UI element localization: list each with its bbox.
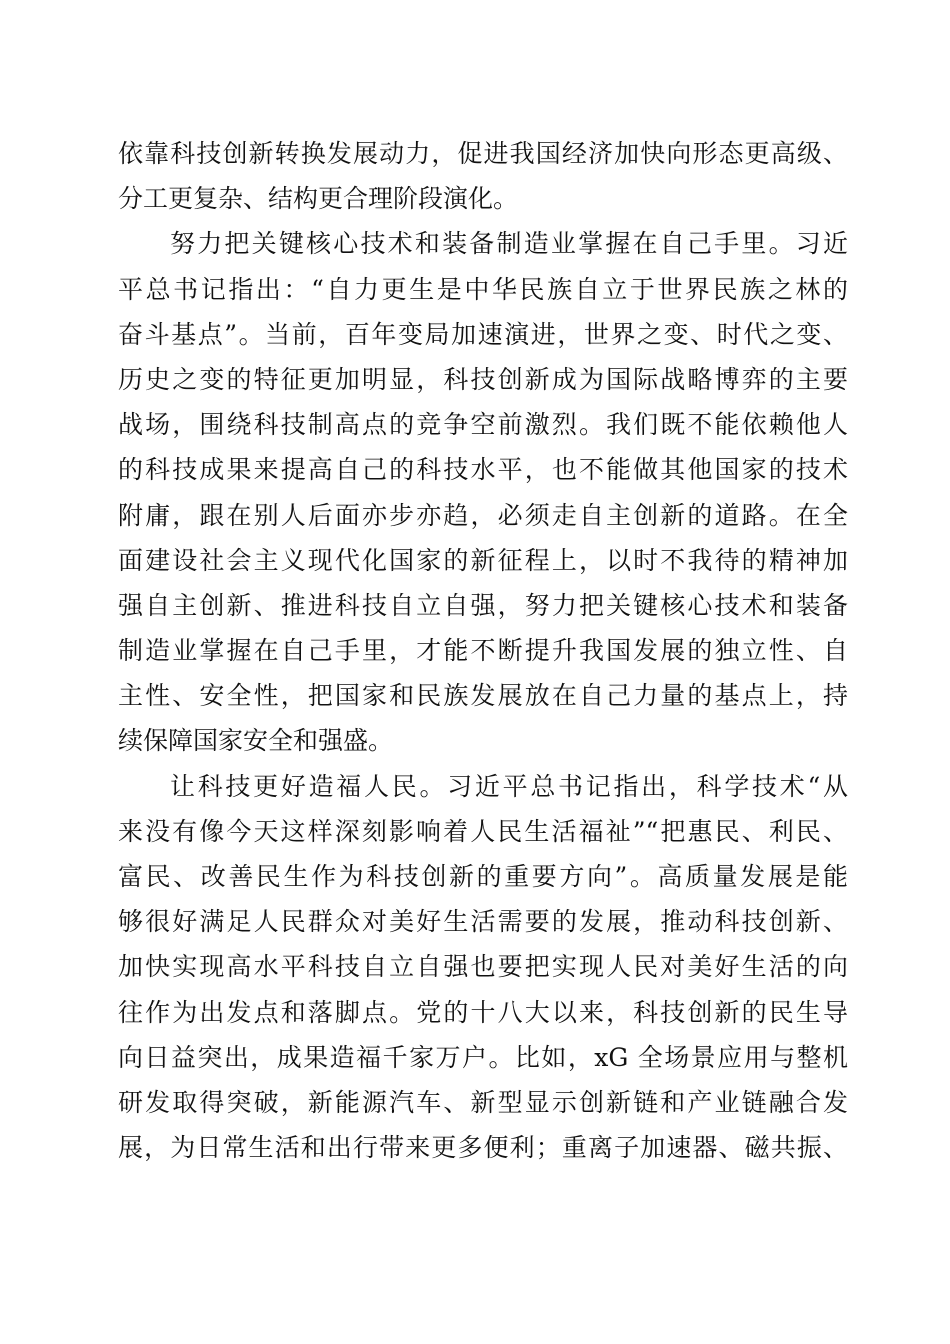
text-line: 强自主创新、推进科技自立自强，努力把关键核心技术和装备 — [118, 590, 848, 620]
text-line: 战场，围绕科技制高点的竞争空前激烈。我们既不能依赖他人 — [118, 410, 848, 440]
text-line: 依靠科技创新转换发展动力，促进我国经济加快向形态更高级、 — [118, 139, 848, 168]
text-line: 加快实现高水平科技自立自强也要把实现人民对美好生活的向 — [118, 952, 848, 982]
text-line: 研发取得突破，新能源汽车、新型显示创新链和产业链融合发 — [118, 1087, 848, 1117]
text-line: 分工更复杂、结构更合理阶段演化。 — [118, 184, 519, 214]
text-line: 够很好满足人民群众对美好生活需要的发展，推动科技创新、 — [118, 907, 848, 937]
text-line: 向日益突出，成果造福千家万户。比如，xG 全场景应用与整机 — [118, 1042, 848, 1072]
text-line: 制造业掌握在自己手里，才能不断提升我国发展的独立性、自 — [118, 636, 848, 666]
text-line: 来没有像今天这样深刻影响着人民生活福祉”“把惠民、利民、 — [118, 816, 848, 846]
body-text — [118, 131, 848, 1170]
text-line: 往作为出发点和落脚点。党的十八大以来，科技创新的民生导 — [118, 997, 848, 1027]
text-line: 富民、改善民生作为科技创新的重要方向”。高质量发展是能 — [118, 862, 848, 891]
text-line: 附庸，跟在别人后面亦步亦趋，必须走自主创新的道路。在全 — [118, 500, 848, 530]
text-line: 主性、安全性，把国家和民族发展放在自己力量的基点上，持 — [118, 681, 848, 711]
text-line: 历史之变的特征更加明显，科技创新成为国际战略博弈的主要 — [118, 364, 848, 394]
text-line: 奋斗基点”。当前，百年变局加速演进，世界之变、时代之变、 — [118, 319, 848, 349]
text-line: 面建设社会主义现代化国家的新征程上，以时不我待的精神加 — [118, 545, 848, 575]
text-line: 的科技成果来提高自己的科技水平，也不能做其他国家的技术 — [118, 455, 848, 485]
text-line: 平总书记指出：“自力更生是中华民族自立于世界民族之林的 — [118, 274, 848, 304]
paragraph-first-line: 让科技更好造福人民。习近平总书记指出，科学技术“从 — [170, 771, 848, 801]
text-line: 续保障国家安全和强盛。 — [118, 726, 394, 756]
text-line: 展，为日常生活和出行带来更多便利；重离子加速器、磁共振、 — [118, 1133, 848, 1163]
paragraph-first-line: 努力把关键核心技术和装备制造业掌握在自己手里。习近 — [170, 229, 848, 259]
